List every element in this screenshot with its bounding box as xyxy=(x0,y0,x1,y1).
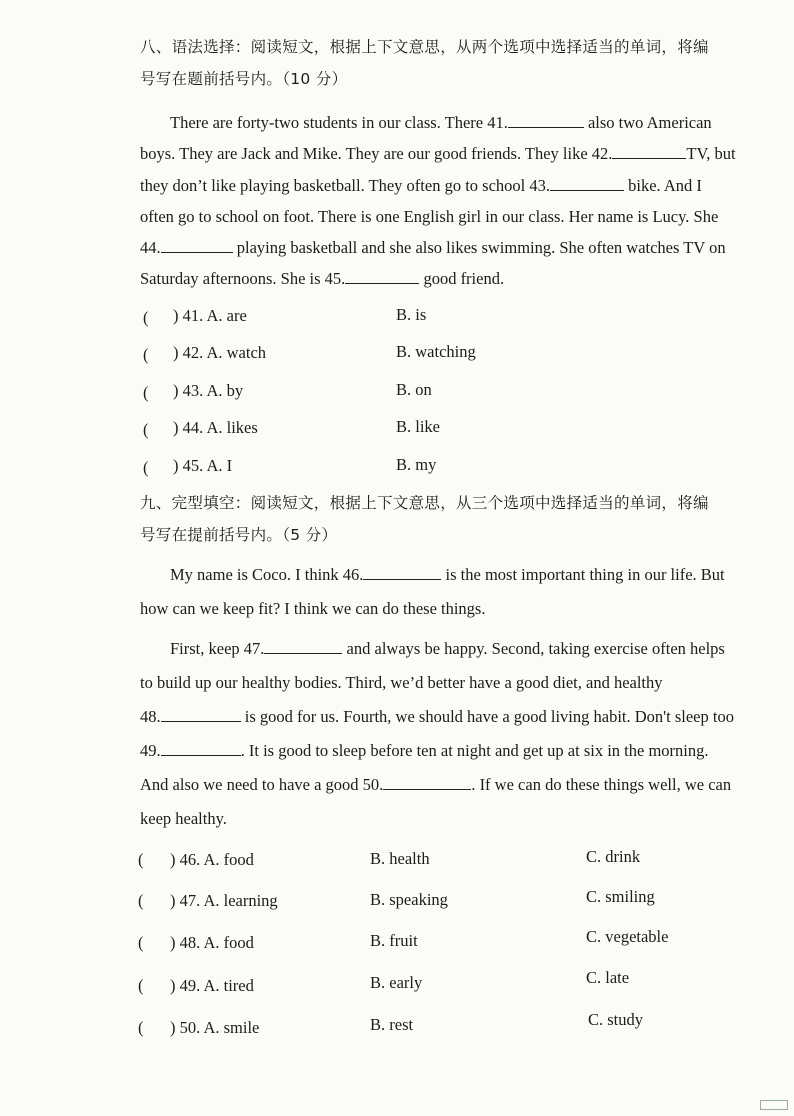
option-47-c: C. smiling xyxy=(586,887,655,906)
answer-paren-46[interactable]: ( xyxy=(138,850,144,869)
question-41: ) 41. A. are xyxy=(173,306,247,325)
option-49-b: B. early xyxy=(370,973,423,992)
option-44-b: B. like xyxy=(396,417,440,436)
answer-paren-49[interactable]: ( xyxy=(138,976,144,995)
option-45-b: B. my xyxy=(396,455,437,474)
answer-blank-49 xyxy=(161,741,241,756)
answer-paren-44[interactable]: ( xyxy=(143,420,149,439)
question-49: ) 49. A. tired xyxy=(170,976,254,995)
answer-paren-42[interactable]: ( xyxy=(143,345,149,364)
question-43: ) 43. A. by xyxy=(173,381,244,400)
answer-paren-41[interactable]: ( xyxy=(143,308,149,327)
option-47-b: B. speaking xyxy=(370,890,448,909)
answer-blank-47 xyxy=(264,639,342,654)
answer-blank-44 xyxy=(161,238,233,253)
passage-line: 44. playing basketball and she also likes swimming. She often watches TV on xyxy=(140,238,726,258)
option-50-b: B. rest xyxy=(370,1015,414,1034)
section-8-title-line2: 号写在题前括号内。（10 分） xyxy=(140,70,348,88)
answer-blank-45 xyxy=(345,269,419,284)
option-48-b: B. fruit xyxy=(370,931,418,950)
option-46-b: B. health xyxy=(370,849,430,868)
passage-line: to build up our healthy bodies. Third, we’d better have a good diet, and healthy xyxy=(140,673,663,692)
option-48-c: C. vegetable xyxy=(586,927,669,946)
answer-paren-43[interactable]: ( xyxy=(143,383,149,402)
question-44: ) 44. A. likes xyxy=(173,418,258,437)
passage-line: 48. is good for us. Fourth, we should have a good living habit. Don't sleep too xyxy=(140,707,734,726)
option-42-b: B. watching xyxy=(396,342,476,361)
section-9-heading xyxy=(140,487,750,551)
section-8-title-line1: 八、语法选择：阅读短文，根据上下文意思，从两个选项中选择适当的单词，将编 xyxy=(140,38,709,56)
question-42: ) 42. A. watch xyxy=(173,343,267,362)
question-47: ) 47. A. learning xyxy=(170,891,278,910)
section-8-heading xyxy=(140,31,750,95)
passage-line: often go to school on foot. There is one English girl in our class. Her name is Lucy. She xyxy=(140,206,719,226)
answer-blank-41 xyxy=(508,113,584,128)
answer-paren-47[interactable]: ( xyxy=(138,891,144,910)
passage-line: And also we need to have a good 50. . If we can do these things well, we can xyxy=(140,775,732,794)
answer-blank-46 xyxy=(363,565,441,580)
section-9-passage xyxy=(140,558,754,836)
passage-line: they don’t like playing basketball. They often go to school 43. bike. And I xyxy=(140,175,702,195)
answer-blank-48 xyxy=(161,707,241,722)
passage-line: Saturday afternoons. She is 45. good friend. xyxy=(140,269,505,289)
question-45: ) 45. A. I xyxy=(173,456,233,475)
answer-blank-43 xyxy=(550,176,624,191)
answer-paren-50[interactable]: ( xyxy=(138,1018,144,1037)
answer-paren-45[interactable]: ( xyxy=(143,458,149,477)
passage-line: My name is Coco. I think 46. is the most important thing in our life. But xyxy=(170,565,725,584)
scanner-logo-icon xyxy=(760,1100,788,1110)
question-48: ) 48. A. food xyxy=(170,933,254,952)
passage-line: boys. They are Jack and Mike. They are our good friends. They like 42. TV, but xyxy=(140,144,736,164)
option-49-c: C. late xyxy=(586,968,630,987)
passage-line: how can we keep fit? I think we can do these things. xyxy=(140,599,486,618)
answer-paren-48[interactable]: ( xyxy=(138,933,144,952)
passage-line: keep healthy. xyxy=(140,809,227,828)
answer-blank-50 xyxy=(383,775,471,790)
passage-line: 49. . It is good to sleep before ten at night and get up at six in the morning. xyxy=(140,741,709,760)
section-9-title-line1: 九、完型填空：阅读短文，根据上下文意思，从三个选项中选择适当的单词，将编 xyxy=(140,494,709,512)
section-8-passage xyxy=(140,107,754,295)
option-43-b: B. on xyxy=(396,380,432,399)
passage-line: First, keep 47. and always be happy. Second, taking exercise often helps xyxy=(170,639,725,658)
question-50: ) 50. A. smile xyxy=(170,1018,260,1037)
answer-blank-42 xyxy=(612,144,686,159)
section-9-title-line2: 号写在提前括号内。（5 分） xyxy=(140,526,338,544)
option-50-c: C. study xyxy=(588,1010,644,1029)
question-46: ) 46. A. food xyxy=(170,850,254,869)
option-41-b: B. is xyxy=(396,305,427,324)
option-46-c: C. drink xyxy=(586,847,641,866)
passage-line: There are forty-two students in our class. There 41. also two American xyxy=(170,113,712,132)
